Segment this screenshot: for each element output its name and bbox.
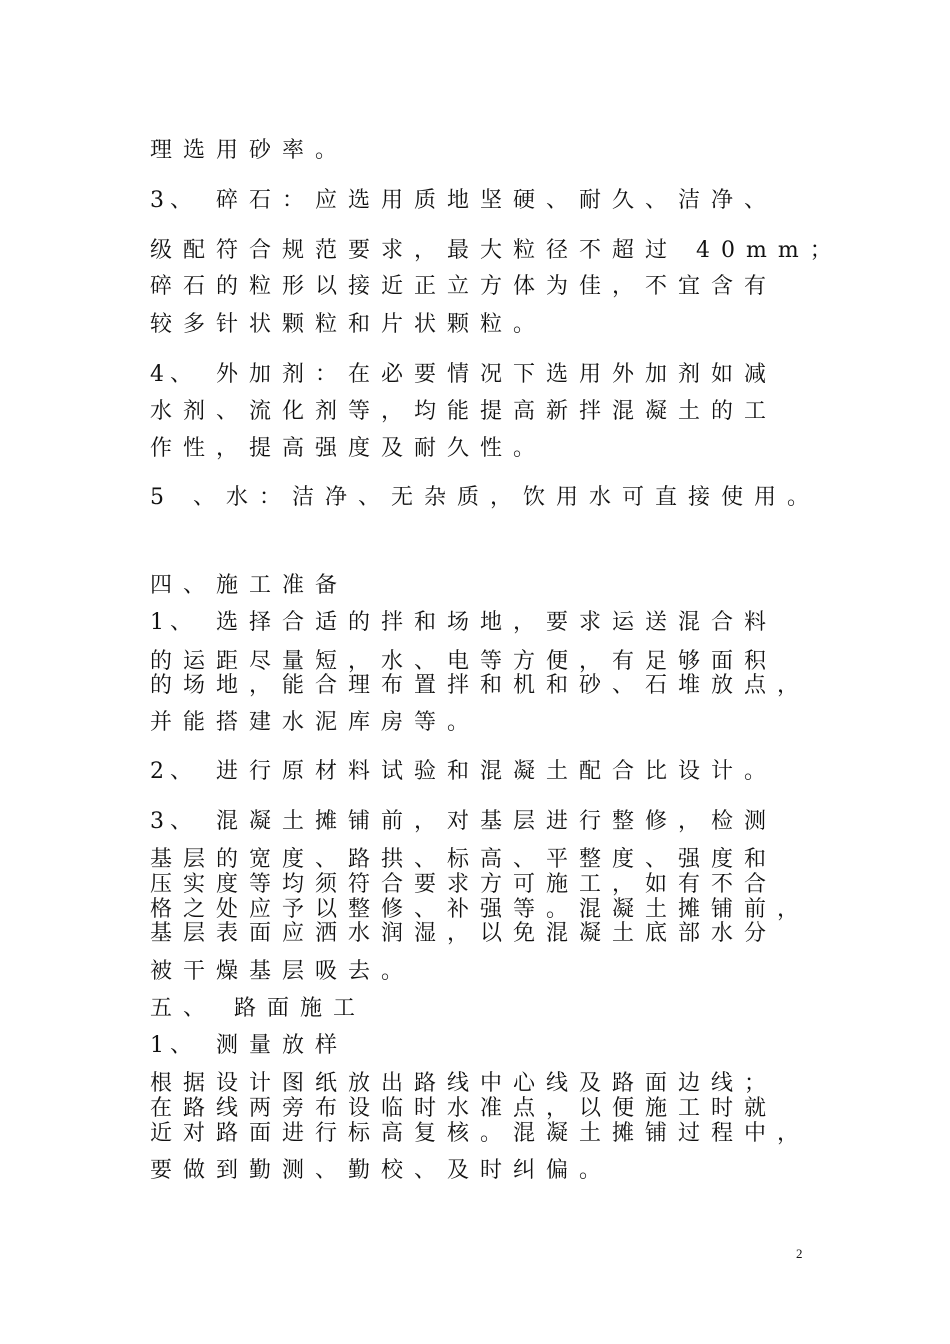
text-line: 的场地，能合理布置拌和机和砂、石堆放点，	[150, 673, 811, 698]
text-line: 要做到勤测、勤校、及时纠偏。	[150, 1158, 613, 1183]
text-line: 压实度等均须符合要求方可施工，如有不合	[150, 872, 778, 897]
list-item: 4、 外加剂：在必要情况下选用外加剂如减	[150, 362, 778, 387]
list-item: 3、 混凝土摊铺前，对基层进行整修，检测	[150, 809, 778, 834]
text-line: 基层表面应洒水润湿，以免混凝土底部水分	[150, 921, 778, 946]
page-number: 2	[796, 1246, 803, 1261]
section-heading: 四、施工准备	[150, 573, 349, 598]
list-item: 3、 碎石：应选用质地坚硬、耐久、洁净、	[150, 188, 778, 213]
list-item: 1、 选择合适的拌和场地，要求运送混合料	[150, 610, 778, 635]
list-item: 5 、水：洁净、无杂质，饮用水可直接使用。	[150, 485, 820, 510]
text-line: 格之处应予以整修、补强等。混凝土摊铺前，	[150, 897, 811, 922]
list-item: 2、 进行原材料试验和混凝土配合比设计。	[150, 759, 778, 784]
text-line: 被干燥基层吸去。	[150, 959, 415, 984]
section-heading: 五、 路面施工	[150, 996, 366, 1021]
text-line: 的运距尽量短，水、电等方便，有足够面积	[150, 649, 778, 674]
text-line: 理选用砂率。	[150, 138, 349, 163]
text-line: 在路线两旁布设临时水准点，以便施工时就	[150, 1096, 778, 1121]
text-line: 根据设计图纸放出路线中心线及路面边线；	[150, 1071, 778, 1096]
text-line: 水剂、流化剂等，均能提高新拌混凝土的工	[150, 399, 778, 424]
text-line: 基层的宽度、路拱、标高、平整度、强度和	[150, 847, 778, 872]
text-line: 碎石的粒形以接近正立方体为佳，不宜含有	[150, 274, 778, 299]
text-line: 较多针状颗粒和片状颗粒。	[150, 312, 547, 337]
text-line: 级配符合规范要求，最大粒径不超过 40mm；	[150, 238, 843, 263]
text-line: 并能搭建水泥库房等。	[150, 710, 481, 735]
text-line: 作性，提高强度及耐久性。	[150, 436, 547, 461]
text-line: 近对路面进行标高复核。混凝土摊铺过程中，	[150, 1121, 811, 1146]
list-item: 1、 测量放样	[150, 1033, 349, 1058]
